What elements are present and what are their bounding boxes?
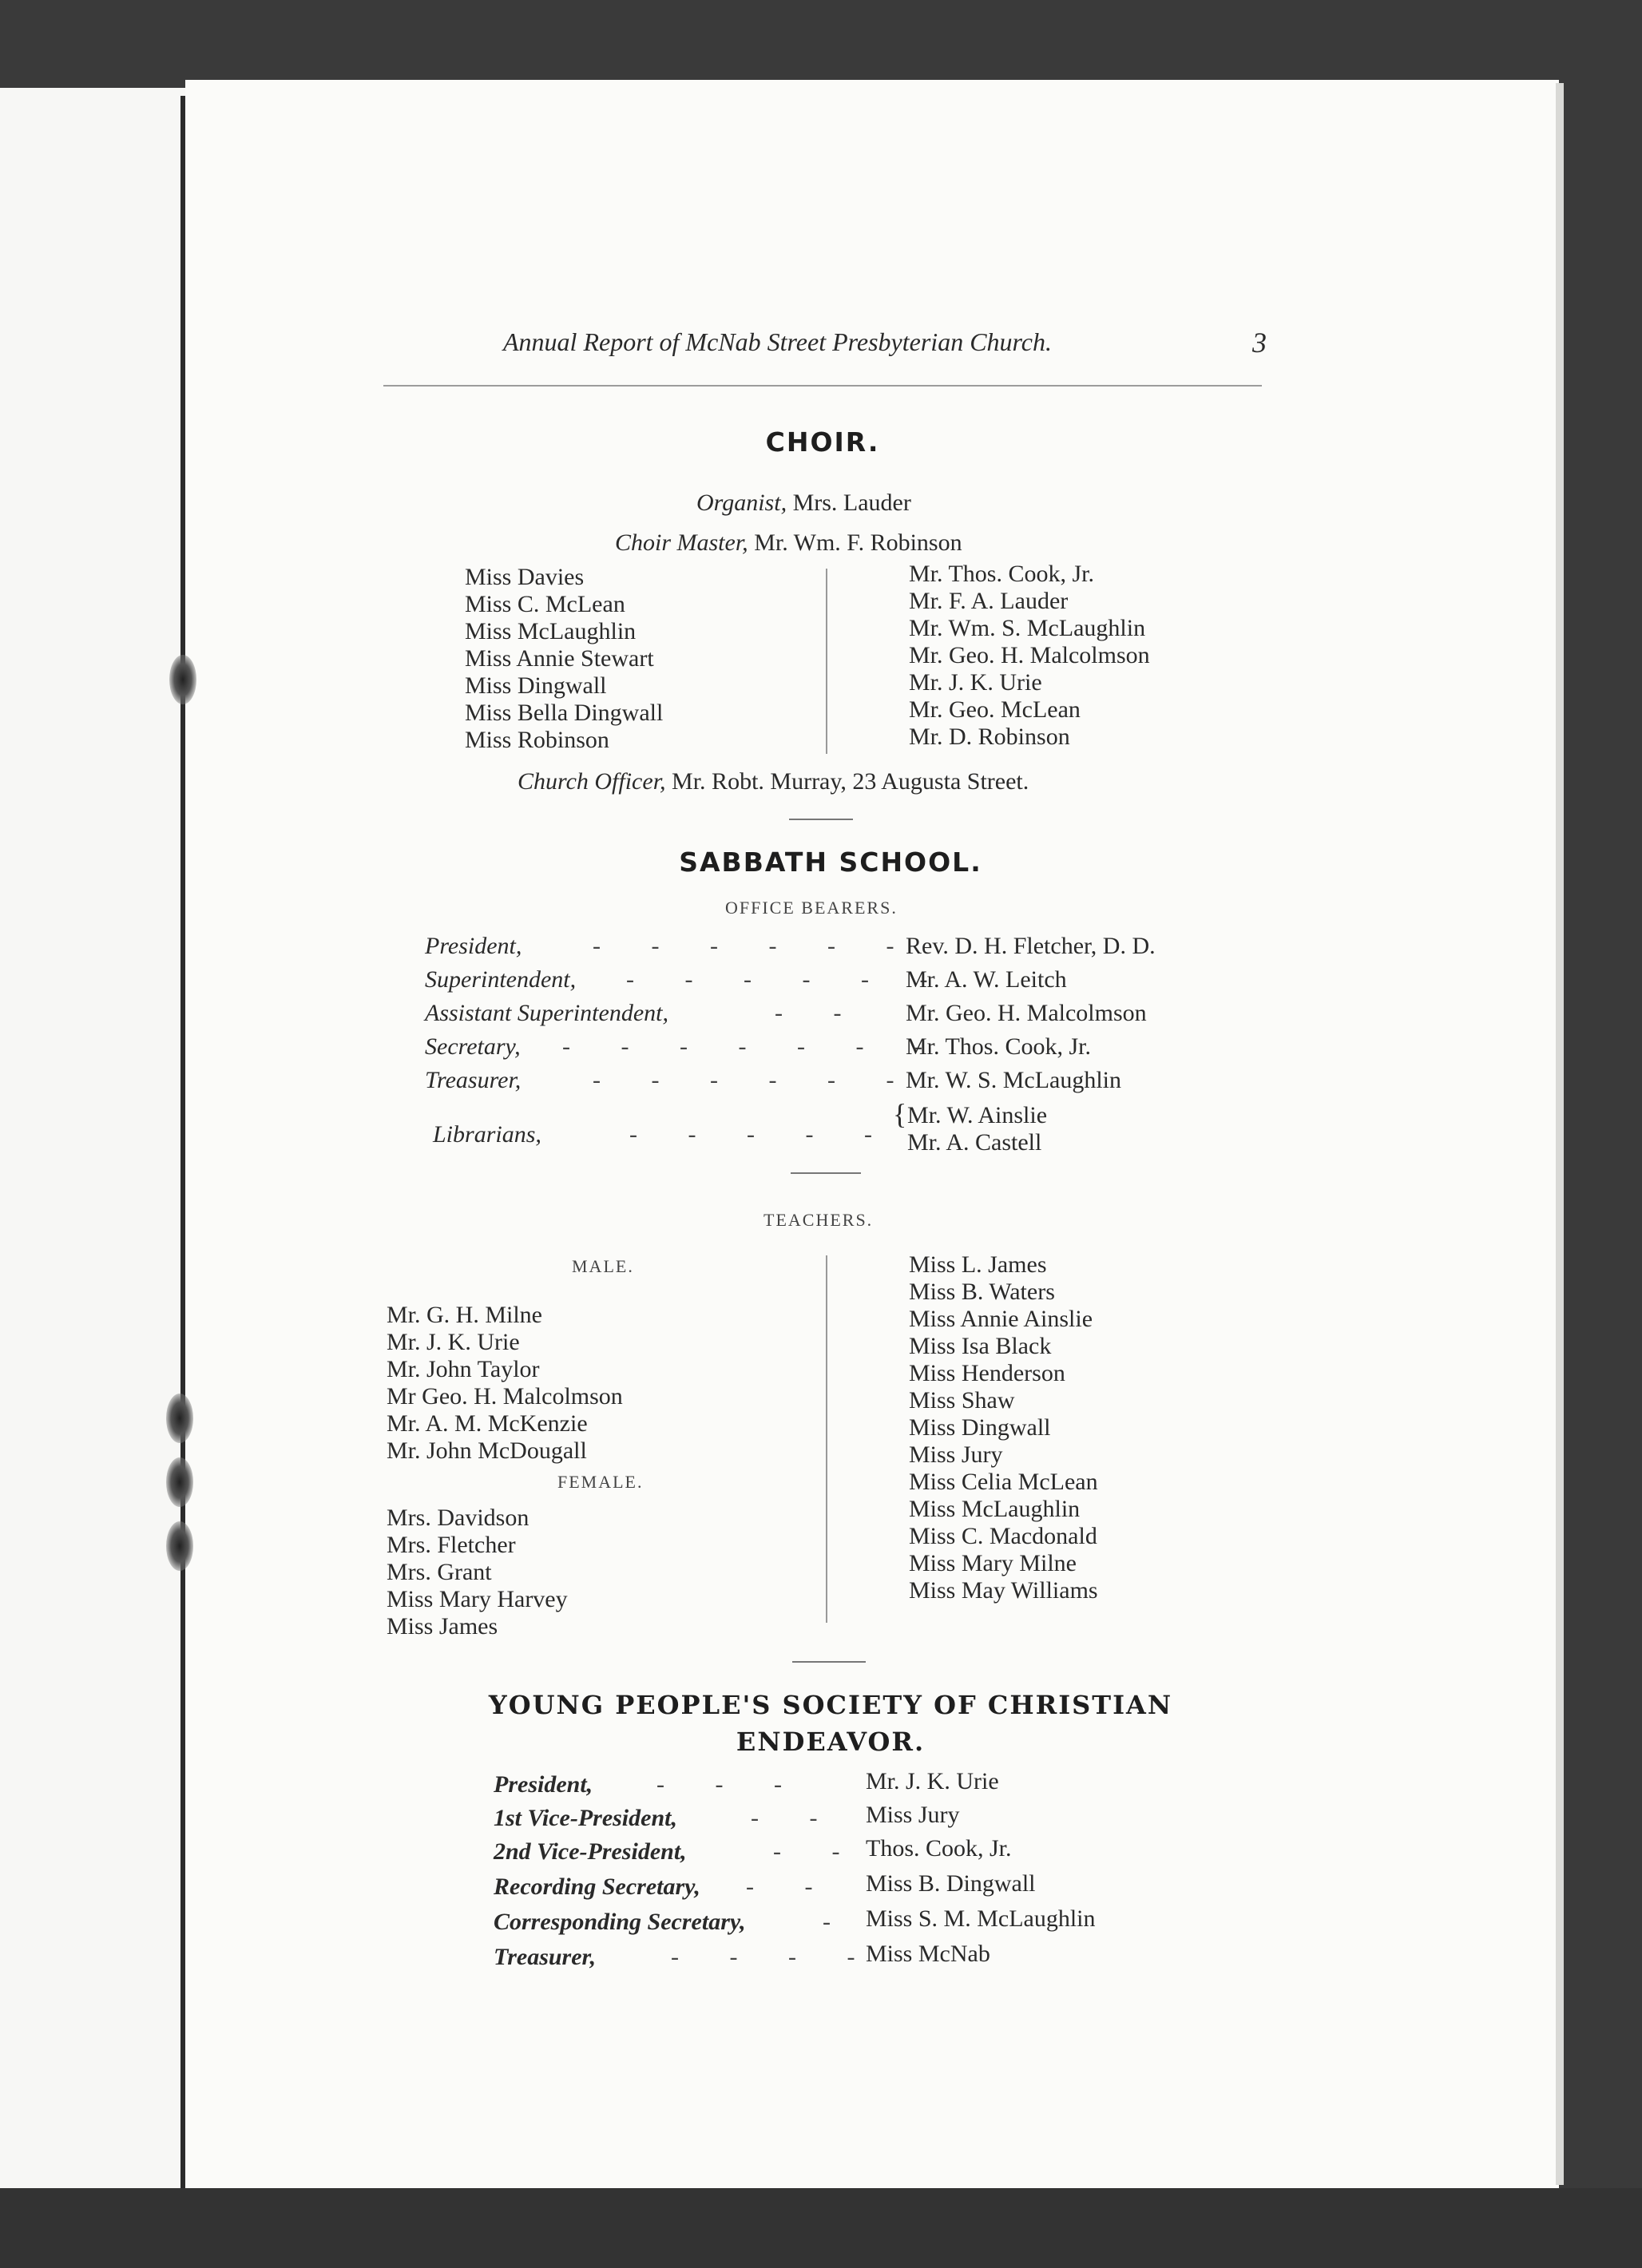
ypsce-heading-line1: YOUNG PEOPLE'S SOCIETY OF CHRISTIAN xyxy=(488,1690,1173,1720)
church-officer-label: Church Officer, xyxy=(518,768,666,795)
list-item: Miss May Williams xyxy=(909,1577,1098,1604)
officer-row xyxy=(494,1805,677,1832)
leader-dots: - - xyxy=(746,1873,835,1900)
officer-row xyxy=(425,966,576,993)
header-rule xyxy=(383,385,1262,387)
role-label: Superintendent, xyxy=(425,966,577,993)
leader-dots: - - - - xyxy=(671,1944,878,1970)
list-item: Miss Shaw xyxy=(909,1387,1015,1414)
choir-master-name: Mr. Wm. F. Robinson xyxy=(754,529,962,556)
choir-master-label: Choir Master, xyxy=(615,529,748,556)
leader-dots: - - xyxy=(775,1000,864,1026)
role-label: Librarians, xyxy=(433,1121,541,1148)
role-label: Secretary, xyxy=(425,1033,521,1060)
role-label: Recording Secretary, xyxy=(494,1873,700,1900)
role-label: Assistant Superintendent, xyxy=(425,1000,668,1026)
teachers-heading: TEACHERS. xyxy=(763,1210,874,1230)
role-label: Corresponding Secretary, xyxy=(494,1909,746,1935)
list-item: Miss Jury xyxy=(909,1441,1003,1468)
column-divider xyxy=(826,1255,827,1623)
choir-right-list xyxy=(909,561,1150,751)
list-item: Mrs. Fletcher xyxy=(387,1532,516,1558)
leader-dots: - - - - - - - xyxy=(562,1033,945,1060)
list-item: Miss Annie Stewart xyxy=(465,645,654,672)
officer-name: Rev. D. H. Fletcher, D. D. xyxy=(906,933,1156,959)
list-item: Miss Annie Ainslie xyxy=(909,1306,1093,1332)
leader-dots: - - - - - xyxy=(629,1121,894,1148)
officer-name: Miss B. Dingwall xyxy=(866,1870,1036,1897)
list-item: Miss L. James xyxy=(909,1251,1047,1278)
female-heading: FEMALE. xyxy=(557,1472,644,1492)
leader-dots: - - xyxy=(751,1805,840,1831)
list-item: Mr. A. Castell xyxy=(907,1129,1042,1156)
list-item: Mr. John Taylor xyxy=(387,1356,540,1382)
list-item: Miss Isa Black xyxy=(909,1333,1052,1359)
list-item: Miss Robinson xyxy=(465,727,609,753)
sabbath-heading: SABBATH SCHOOL. xyxy=(679,847,982,878)
church-officer-line xyxy=(518,768,1029,795)
officer-row xyxy=(425,1067,521,1094)
page-number: 3 xyxy=(1252,327,1267,359)
role-label: Treasurer, xyxy=(425,1067,522,1093)
leader-dots: - - - - - - xyxy=(593,1067,917,1093)
officer-name: Mr. J. K. Urie xyxy=(866,1768,999,1794)
list-item: Miss Bella Dingwall xyxy=(465,700,664,726)
organist-line xyxy=(696,490,911,517)
section-divider xyxy=(789,819,853,820)
male-teachers-list xyxy=(387,1302,623,1465)
brace-icon: { xyxy=(893,1098,907,1130)
role-label: 2nd Vice-President, xyxy=(494,1838,687,1865)
librarians-list xyxy=(907,1102,1047,1156)
list-item: Mr. Geo. McLean xyxy=(909,696,1081,723)
list-item: Miss Mary Milne xyxy=(909,1550,1077,1576)
choir-master-line xyxy=(615,529,962,557)
teachers-right-list xyxy=(909,1251,1098,1604)
officer-name: Mr. W. S. McLaughlin xyxy=(906,1067,1122,1093)
binding-hole-icon xyxy=(166,1521,193,1571)
list-item: Miss Davies xyxy=(465,564,585,590)
leader-dots: - - - xyxy=(656,1771,804,1798)
librarians-label-row xyxy=(433,1121,541,1148)
facing-page xyxy=(0,88,185,2188)
office-bearers-heading: OFFICE BEARERS. xyxy=(725,898,898,918)
list-item: Mr. D. Robinson xyxy=(909,724,1070,750)
list-item: Mr Geo. H. Malcolmson xyxy=(387,1383,623,1410)
list-item: Mrs. Davidson xyxy=(387,1505,529,1531)
list-item: Mr. Wm. S. McLaughlin xyxy=(909,615,1146,641)
officer-row xyxy=(494,1771,593,1798)
list-item: Mr. Geo. H. Malcolmson xyxy=(909,642,1150,668)
list-item: Mr. W. Ainslie xyxy=(907,1102,1048,1128)
binding-hole-icon xyxy=(166,1457,193,1507)
list-item: Mr. F. A. Lauder xyxy=(909,588,1069,614)
officer-name: Miss McNab xyxy=(866,1941,990,1967)
officer-row xyxy=(494,1909,746,1936)
scan-background xyxy=(0,2188,1642,2268)
female-teachers-list xyxy=(387,1505,568,1640)
list-item: Mr. John McDougall xyxy=(387,1437,587,1464)
list-item: Mr. J. K. Urie xyxy=(909,669,1042,696)
list-item: Miss McLaughlin xyxy=(909,1496,1081,1522)
officer-row xyxy=(425,933,522,960)
officer-name: Thos. Cook, Jr. xyxy=(866,1835,1012,1862)
list-item: Miss Celia McLean xyxy=(909,1469,1098,1495)
organist-name: Mrs. Lauder xyxy=(792,490,911,516)
list-item: Miss Mary Harvey xyxy=(387,1586,568,1612)
list-item: Miss James xyxy=(387,1613,498,1640)
list-item: Mr. Thos. Cook, Jr. xyxy=(909,561,1094,587)
officer-name: Miss Jury xyxy=(866,1802,960,1828)
list-item: Mr. A. M. McKenzie xyxy=(387,1410,588,1437)
church-officer-name: Mr. Robt. Murray, 23 Augusta Street. xyxy=(672,768,1029,795)
page-edge xyxy=(1556,83,1564,2185)
officer-name: Mr. A. W. Leitch xyxy=(906,966,1067,993)
running-header: Annual Report of McNab Street Presbyterian Church. xyxy=(503,327,1052,356)
officer-row xyxy=(494,1838,687,1866)
role-label: President, xyxy=(425,933,522,959)
officer-row xyxy=(425,1033,521,1061)
role-label: Treasurer, xyxy=(494,1944,597,1970)
officer-row xyxy=(425,1000,668,1027)
list-item: Miss C. Macdonald xyxy=(909,1523,1097,1549)
choir-left-list xyxy=(465,564,663,754)
leader-dots: - - - - - - xyxy=(626,966,950,993)
leader-dots: - xyxy=(823,1909,853,1935)
list-item: Miss B. Waters xyxy=(909,1279,1055,1305)
ypsce-heading-line2: ENDEAVOR. xyxy=(736,1727,926,1757)
list-item: Miss Dingwall xyxy=(909,1414,1051,1441)
list-item: Miss C. McLean xyxy=(465,591,625,617)
list-item: Mr. J. K. Urie xyxy=(387,1329,520,1355)
officer-name: Mr. Geo. H. Malcolmson xyxy=(906,1000,1147,1026)
leader-dots: - - - - - - xyxy=(593,933,917,959)
officer-row xyxy=(494,1944,596,1971)
column-divider xyxy=(826,569,827,754)
officer-row xyxy=(494,1873,700,1901)
list-item: Miss McLaughlin xyxy=(465,618,637,644)
list-item: Miss Dingwall xyxy=(465,672,607,699)
officer-name: Miss S. M. McLaughlin xyxy=(866,1905,1096,1932)
role-label: President, xyxy=(494,1771,593,1798)
male-heading: MALE. xyxy=(572,1256,634,1276)
choir-heading: CHOIR. xyxy=(765,426,880,458)
organist-label: Organist, xyxy=(696,490,787,516)
role-label: 1st Vice-President, xyxy=(494,1805,677,1831)
leader-dots: - - xyxy=(773,1838,863,1865)
list-item: Mrs. Grant xyxy=(387,1559,492,1585)
list-item: Miss Henderson xyxy=(909,1360,1065,1386)
officer-name: Mr. Thos. Cook, Jr. xyxy=(906,1033,1091,1060)
list-item: Mr. G. H. Milne xyxy=(387,1302,542,1328)
section-divider xyxy=(791,1172,861,1174)
binding-hole-icon xyxy=(169,655,196,704)
binding-hole-icon xyxy=(166,1394,193,1443)
section-divider xyxy=(792,1661,866,1663)
